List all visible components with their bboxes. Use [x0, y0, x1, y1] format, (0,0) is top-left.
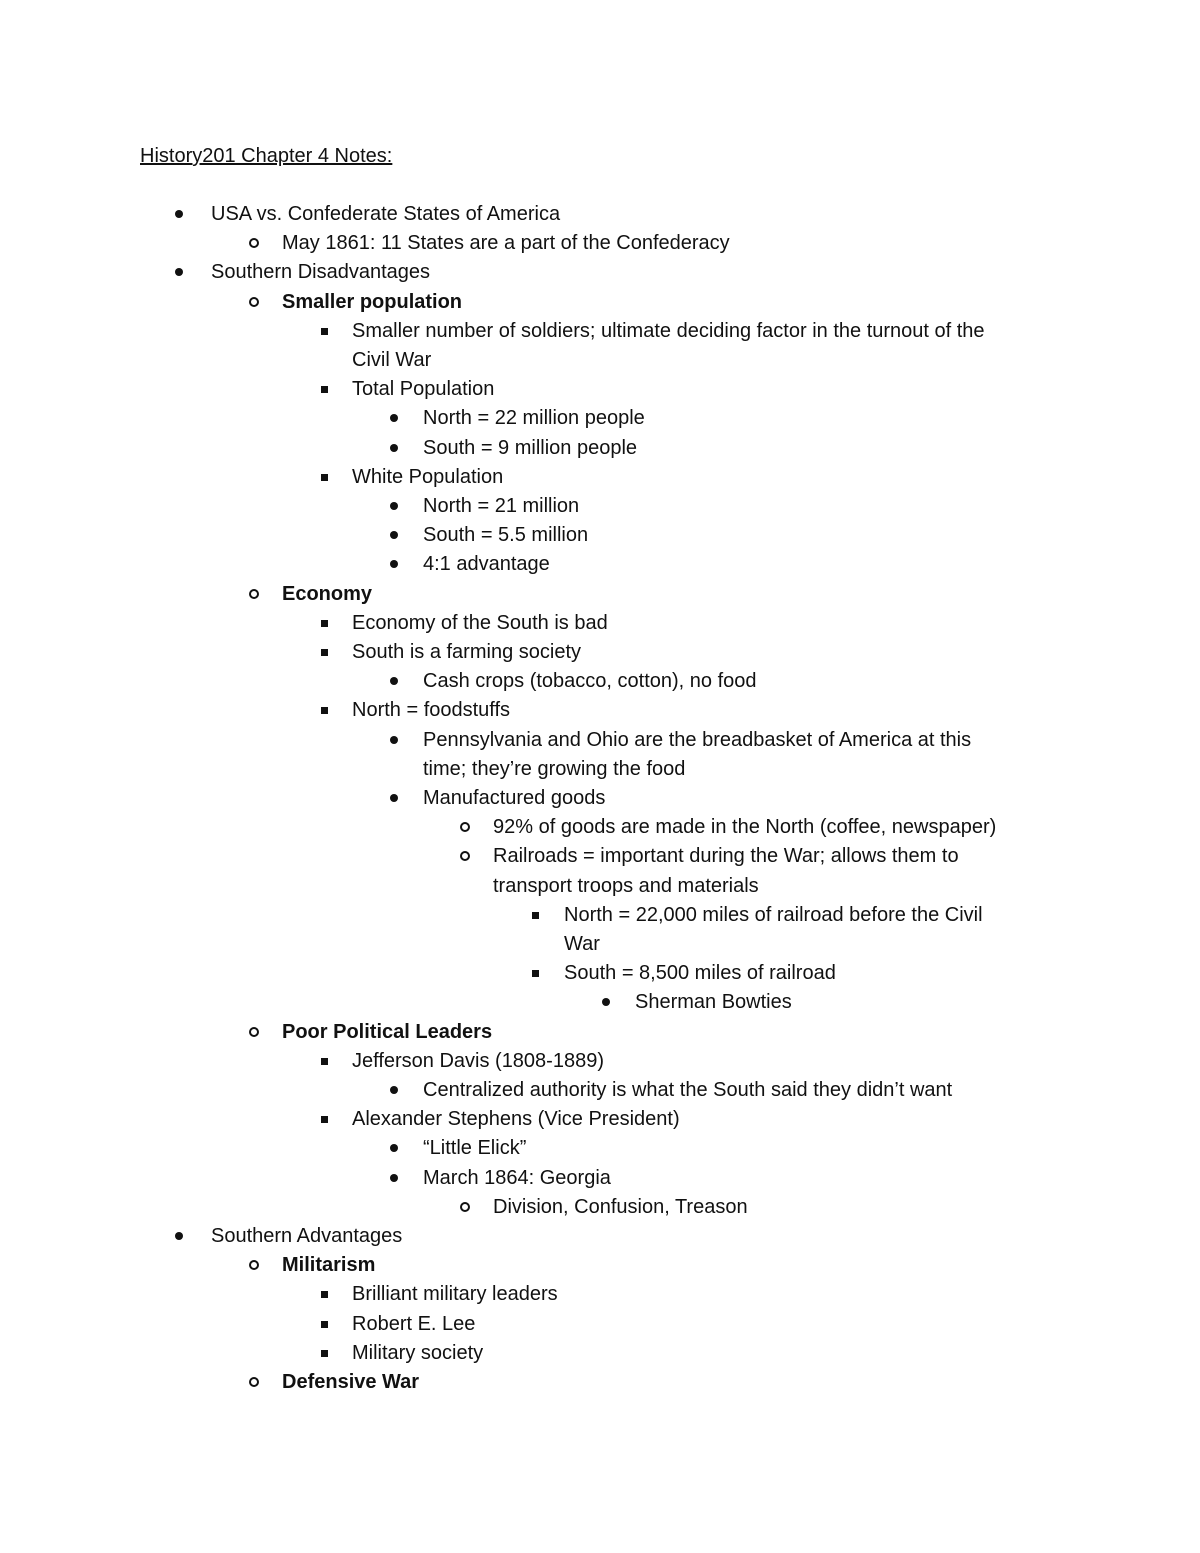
list-item-text: Pennsylvania and Ohio are the breadbasket of America at this	[423, 729, 972, 751]
list-item-text: 92% of goods are made in the North (coffee, newspaper)	[493, 816, 997, 838]
list-item-text: South is a farming society	[352, 641, 581, 663]
list-item-text: Jefferson Davis (1808-1889)	[352, 1050, 604, 1072]
list-item-text: Alexander Stephens (Vice President)	[352, 1108, 680, 1130]
list-item-text: Poor Political Leaders	[282, 1021, 493, 1043]
list-item-text: Military society	[352, 1342, 484, 1364]
list-item-text: North = 21 million	[423, 495, 580, 517]
list-item-text: Militarism	[282, 1254, 376, 1276]
list-item-text: Total Population	[352, 378, 495, 400]
list-item-text: transport troops and materials	[493, 875, 759, 897]
document-title: History201 Chapter 4 Notes:	[140, 145, 393, 167]
list-item-text: USA vs. Confederate States of America	[211, 203, 561, 225]
list-item-text: South = 5.5 million	[423, 524, 589, 546]
list-item-text: Economy of the South is bad	[352, 612, 608, 634]
list-item-text: Smaller population	[282, 291, 463, 313]
list-item-text: North = 22 million people	[423, 407, 645, 429]
list-item-text: Railroads = important during the War; allows them to	[493, 845, 959, 867]
list-item-text: Economy	[282, 583, 373, 605]
list-item-text: 4:1 advantage	[423, 553, 550, 575]
list-item-text: Division, Confusion, Treason	[493, 1196, 748, 1218]
list-item-text: Cash crops (tobacco, cotton), no food	[423, 670, 757, 692]
list-item-text: Centralized authority is what the South said they didn’t want	[423, 1079, 953, 1101]
list-item-text: Manufactured goods	[423, 787, 606, 809]
list-item-text: Southern Disadvantages	[211, 261, 431, 283]
list-item-text: Brilliant military leaders	[352, 1283, 558, 1305]
list-item-text: May 1861: 11 States are a part of the Confederacy	[282, 232, 730, 254]
list-item-text: War	[564, 933, 600, 955]
list-item-text: “Little Elick”	[423, 1137, 527, 1159]
list-item-text: March 1864: Georgia	[423, 1167, 611, 1189]
list-item-text: White Population	[352, 466, 504, 488]
list-item-text: Robert E. Lee	[352, 1313, 476, 1335]
list-item-text: South = 8,500 miles of railroad	[564, 962, 836, 984]
list-item-text: Southern Advantages	[211, 1225, 403, 1247]
list-item-text: North = 22,000 miles of railroad before the Civil	[564, 904, 983, 926]
list-item-text: North = foodstuffs	[352, 699, 511, 721]
list-item-text: Defensive War	[282, 1371, 420, 1393]
list-item-text: South = 9 million people	[423, 437, 638, 459]
list-item-text: Civil War	[352, 349, 432, 371]
list-item-text: time; they’re growing the food	[423, 758, 686, 780]
list-item-text: Smaller number of soldiers; ultimate deciding factor in the turnout of the	[352, 320, 985, 342]
list-item-text: Sherman Bowties	[635, 991, 792, 1013]
